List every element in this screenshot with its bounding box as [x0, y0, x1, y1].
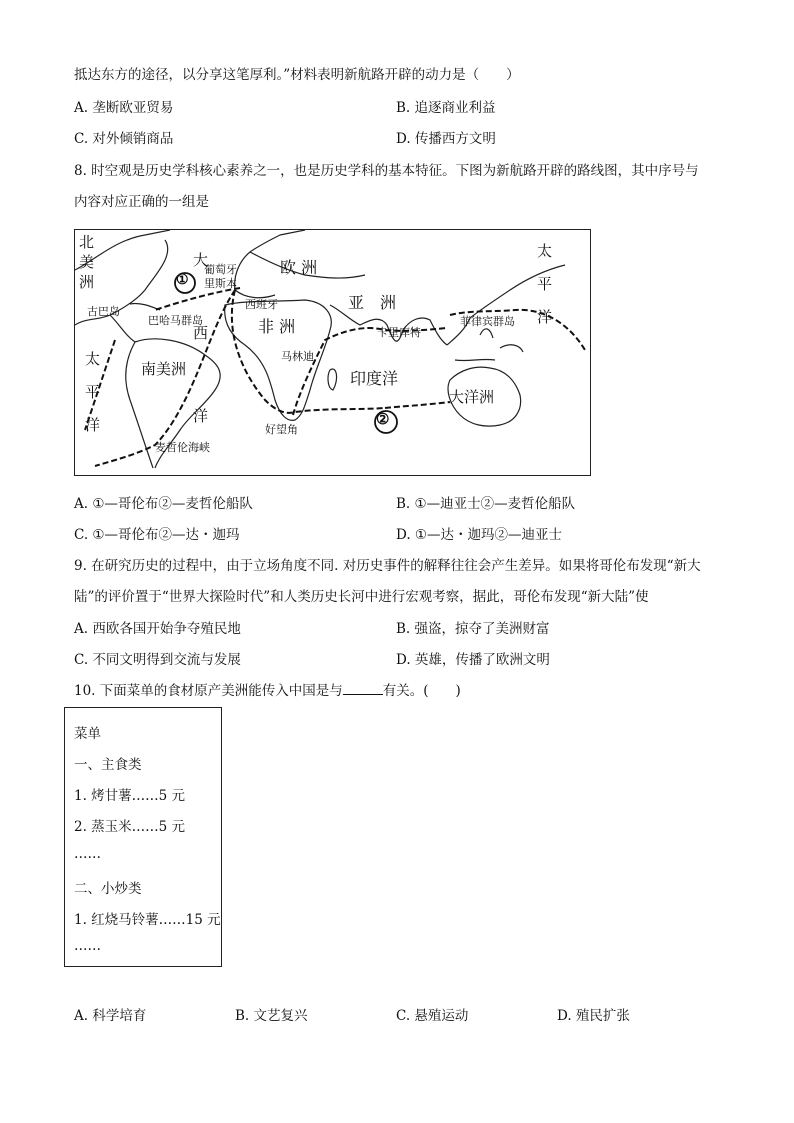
- q7-option-a: A. 垄断欧亚贸易: [74, 100, 174, 116]
- label-spain: 西班牙: [245, 298, 278, 311]
- label-south-america: 南美洲: [141, 360, 187, 378]
- menu-section-stirfry: 二、小炒类: [74, 881, 142, 897]
- q8-option-b: B. ①—迪亚士②—麦哲伦船队: [396, 496, 576, 512]
- menu-ellipsis-2: ……: [74, 938, 101, 954]
- menu-item-sweet-potato: 1. 烤甘薯……5 元: [74, 788, 186, 804]
- q10-blank: [343, 682, 383, 695]
- label-indian-ocean: 印度洋: [350, 369, 399, 388]
- q7-option-c: C. 对外倾销商品: [74, 131, 174, 147]
- label-philippines: 菲律宾群岛: [460, 315, 515, 328]
- label-marker-1: ①: [176, 272, 189, 288]
- q9-option-b: B. 强盗，掠夺了美洲财富: [396, 621, 550, 637]
- q10-option-a: A. 科学培育: [74, 1008, 147, 1024]
- label-bahamas: 巴哈马群岛: [148, 314, 203, 327]
- label-atlantic: 大: [193, 251, 209, 269]
- label-pacific-left: 太 平 洋: [85, 350, 101, 434]
- menu-box: [64, 707, 222, 967]
- q8-option-c: C. ①—哥伦布②—达・迦玛: [74, 527, 240, 543]
- label-malindi: 马林迪: [281, 350, 314, 363]
- q7-option-b: B. 追逐商业利益: [396, 100, 496, 116]
- label-north-america: 北 美 洲: [79, 233, 95, 291]
- q9-option-d: D. 英雄，传播了欧洲文明: [396, 652, 550, 668]
- map-drawing: [75, 230, 591, 476]
- q9-stem-line1: 9. 在研究历史的过程中，由于立场角度不同. 对历史事件的解释往往会产生差异。如果将哥伦布发现“新大: [74, 558, 701, 574]
- q8-stem-line2: 内容对应正确的一组是: [74, 194, 209, 210]
- menu-title: 菜单: [74, 726, 101, 742]
- new-sea-routes-map: [74, 229, 591, 476]
- menu-section-staple: 一、主食类: [74, 757, 142, 773]
- q8-option-a: A. ①—哥伦布②—麦哲伦船队: [74, 496, 253, 512]
- q10-option-c: C. 悬殖运动: [396, 1008, 469, 1024]
- q10-option-b: B. 文艺复兴: [235, 1008, 308, 1024]
- label-asia: 亚 洲: [348, 293, 397, 312]
- menu-ellipsis-1: ……: [74, 846, 101, 862]
- menu-item-corn: 2. 蒸玉米……5 元: [74, 819, 186, 835]
- label-portugal-lisbon: 葡萄牙 里斯本: [204, 263, 237, 290]
- q10-stem-after: 有关。( ): [382, 683, 461, 699]
- q10-stem-before: 10. 下面菜单的食材原产美洲能传入中国是与: [74, 683, 343, 699]
- q9-option-c: C. 不同文明得到交流与发展: [74, 652, 241, 668]
- label-magellan: 麦哲伦海峡: [155, 441, 210, 454]
- q10-option-d: D. 殖民扩张: [557, 1008, 630, 1024]
- label-europe: 欧 洲: [280, 258, 318, 277]
- label-atlantic-3: 洋: [193, 407, 209, 425]
- q7-option-d: D. 传播西方文明: [396, 131, 496, 147]
- label-calicut: 卡里库特: [377, 326, 421, 339]
- label-cape: 好望角: [265, 423, 298, 436]
- q8-stem-line1: 8. 时空观是历史学科核心素养之一，也是历史学科的基本特征。下图为新航路开辟的路线图，其中序号与: [74, 163, 699, 179]
- q9-stem-line2: 陆”的评价置于“世界大探险时代”和人类历史长河中进行宏观考察，据此，哥伦布发现“新大陆”使: [74, 589, 649, 605]
- label-oceania: 大洋洲: [449, 388, 495, 406]
- q7-stem-tail: 抵达东方的途径，以分享这笔厚利。”材料表明新航路开辟的动力是（ ）: [74, 67, 520, 83]
- label-atlantic-2: 西: [193, 324, 209, 342]
- label-africa: 非 洲: [258, 317, 296, 336]
- label-cuba: 古巴岛: [87, 305, 120, 318]
- menu-item-potato: 1. 红烧马铃薯……15 元: [74, 912, 221, 928]
- label-pacific-right: 太 平 洋: [537, 242, 553, 326]
- q9-option-a: A. 西欧各国开始争夺殖民地: [74, 621, 241, 637]
- q10-stem: [74, 682, 461, 700]
- label-marker-2: ②: [376, 410, 390, 428]
- q8-option-d: D. ①—达・迦玛②—迪亚士: [396, 527, 563, 543]
